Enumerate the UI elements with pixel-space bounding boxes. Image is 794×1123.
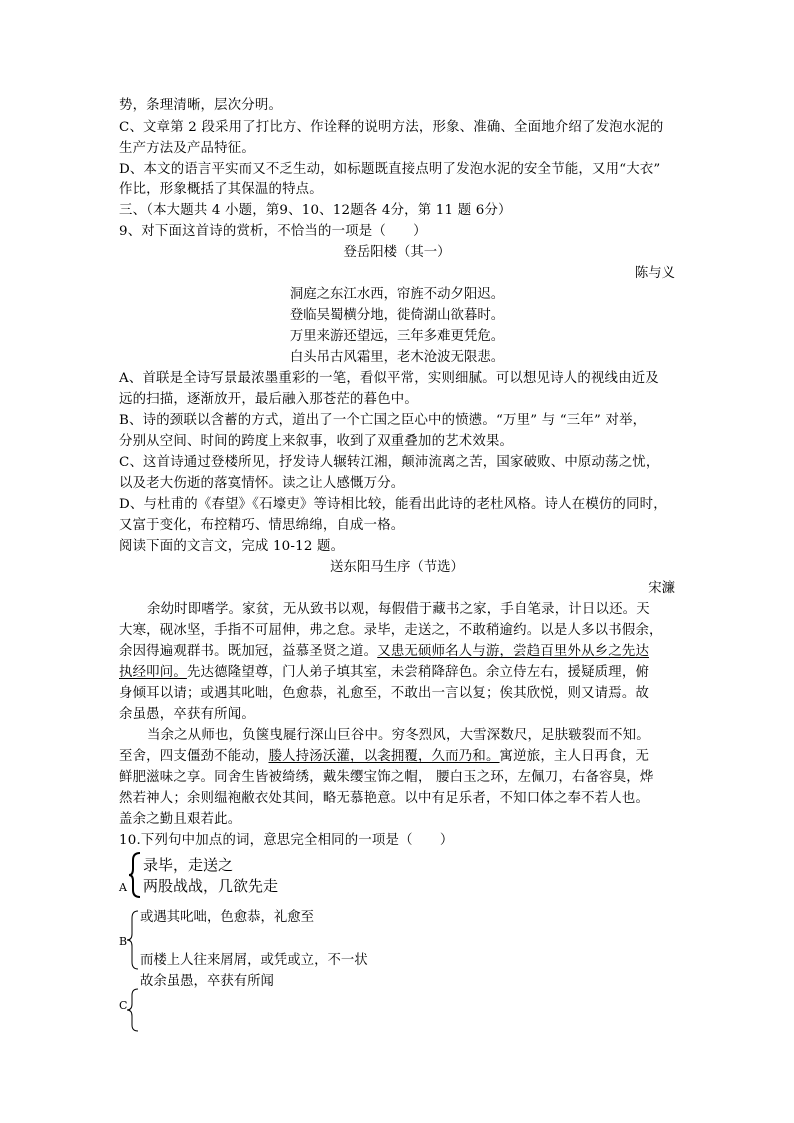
prose-line <box>119 747 649 767</box>
brace-icon <box>128 852 142 898</box>
prose-line: 当余之从师也，负箧曳屣行深山巨谷中。穷冬烈风，大雪深数尺，足肤皲裂而不知。 <box>147 728 650 743</box>
prose-line: 余虽愚，卒获有所闻。 <box>119 707 255 722</box>
poem-author: 陈与义 <box>634 266 675 281</box>
q10-c-label: C <box>119 999 128 1012</box>
prose-line: 大寒，砚冰坚，手指不可屈伸，弗之怠。录毕，走送之，不敢稍逾约。以是人多以书假余， <box>119 623 663 638</box>
prose-author: 宋濂 <box>648 581 675 596</box>
prose-text: 余因得遍观群书。既加冠，益慕圣贤之道。 <box>119 644 378 659</box>
underlined-sentence: 媵人持汤沃灌，以衾拥覆，久而乃和。 <box>268 749 500 764</box>
poem-line: 白头吊古风霜里，老木沧波无限悲。 <box>289 350 505 365</box>
q9-option-b-cont: 分别从空间、时间的跨度上来叙事，收到了双重叠加的艺术效果。 <box>119 434 514 449</box>
prose-line: 盖余之勤且艰若此。 <box>119 812 242 827</box>
prose-title: 送东阳马生序（节选） <box>330 560 464 575</box>
text-line: 生产方法及产品特征。 <box>119 141 255 156</box>
q10-b-line1: 或遇其叱咄，色愈恭，礼愈至 <box>140 910 315 925</box>
section-heading: 三、（本大题共 4 小题，第9、10、12题各 4分，第 11 题 6分） <box>119 203 512 218</box>
q9-option-d-cont: 又富于变化，布控精巧、情思绵绵，自成一格。 <box>119 518 405 533</box>
q10-a-line1: 录毕，走送之 <box>143 856 234 874</box>
q9-option-b: B、诗的颈联以含蓄的方式，道出了一个亡国之臣心中的愤懑。“万里” 与 “三年” 对举， <box>119 413 647 428</box>
q10-b-label: B <box>119 935 128 948</box>
q9-option-c-cont: 以及老大伤逝的落寞情怀。读之让人感慨万分。 <box>119 476 405 491</box>
prose-text: 寓逆旅，主人日再食，无 <box>499 749 650 764</box>
q10-a-label: A <box>119 881 127 894</box>
poem-line: 登临吴蜀横分地，徙倚湖山欲暮时。 <box>289 308 505 323</box>
prose-text: 先达德隆望尊，门人弟子填其室，未尝稍降辞色。余立侍左右，援疑质理，俯 <box>186 665 650 680</box>
reading-instruction: 阅读下面的文言文，完成 10-12 题。 <box>119 539 345 554</box>
poem-line: 万里来游还望远，三年多难更凭危。 <box>289 329 505 344</box>
prose-line: 鲜肥滋味之享。同舍生皆被绮绣，戴朱缨宝饰之帽， 腰白玉之环，左佩刀，右备容臭，烨 <box>119 770 654 785</box>
prose-line: 然若神人；余则缊袍敝衣处其间，略无慕艳意。以中有足乐者，不知口体之奉不若人也。 <box>119 791 650 806</box>
q9-option-c: C、这首诗通过登楼所见，抒发诗人辗转江湘，颠沛流离之苦，国家破败、中原动荡之忧， <box>119 455 660 470</box>
underlined-sentence: 又患无硕师名人与游，尝趋百里外从乡之先达 <box>377 644 650 659</box>
prose-text: 至舍，四支僵劲不能动， <box>119 749 269 764</box>
poem-title: 登岳阳楼（其一） <box>343 245 451 260</box>
question-10-stem: 10.下列句中加点的词，意思完全相同的一项是（ ） <box>119 833 454 848</box>
prose-line <box>119 642 649 662</box>
brace-icon <box>126 988 140 1032</box>
text-line: D、本文的语言平实而又不乏生动，如标题既直接点明了发泡水泥的安全节能，又用“大衣” <box>119 162 661 177</box>
underlined-sentence: 执经叩问。 <box>119 665 187 680</box>
q9-option-a-cont: 远的扫描，逐渐放开，最后融入那苍茫的暮色中。 <box>119 392 418 407</box>
q10-c-line1: 故余虽愚，卒获有所闻 <box>140 974 274 989</box>
poem-line: 洞庭之东江水西，帘旌不动夕阳迟。 <box>289 287 505 302</box>
prose-line: 身倾耳以请；或遇其叱咄，色愈恭，礼愈至，不敢出一言以复；俟其欣悦，则又请焉。故 <box>119 686 650 701</box>
prose-line: 余幼时即嗜学。家贫，无从致书以观，每假借于藏书之家，手自笔录，计日以还。天 <box>147 602 650 617</box>
q10-b-line2: 而楼上人往来屑屑，或凭或立，不一状 <box>140 953 368 968</box>
q9-option-d: D、与杜甫的《春望》《石壕吏》等诗相比较，能看出此诗的老杜风格。诗人在模仿的同时， <box>119 497 667 512</box>
text-line: 作比，形象概括了其保温的特点。 <box>119 182 323 197</box>
text-line: 势，条理清晰，层次分明。 <box>119 98 283 113</box>
q9-option-a: A、首联是全诗写景最浓墨重彩的一笔，看似平常，实则细腻。可以想见诗人的视线由近及 <box>119 371 659 386</box>
text-line: C、文章第 2 段采用了打比方、作诠释的说明方法，形象、准确、全面地介绍了发泡水泥的 <box>119 120 664 135</box>
q10-a-line2: 两股战战，几欲先走 <box>143 877 279 895</box>
brace-icon <box>126 910 140 970</box>
question-9-stem: 9、对下面这首诗的赏析，不恰当的一项是（ ） <box>119 224 427 239</box>
prose-line <box>119 663 649 683</box>
